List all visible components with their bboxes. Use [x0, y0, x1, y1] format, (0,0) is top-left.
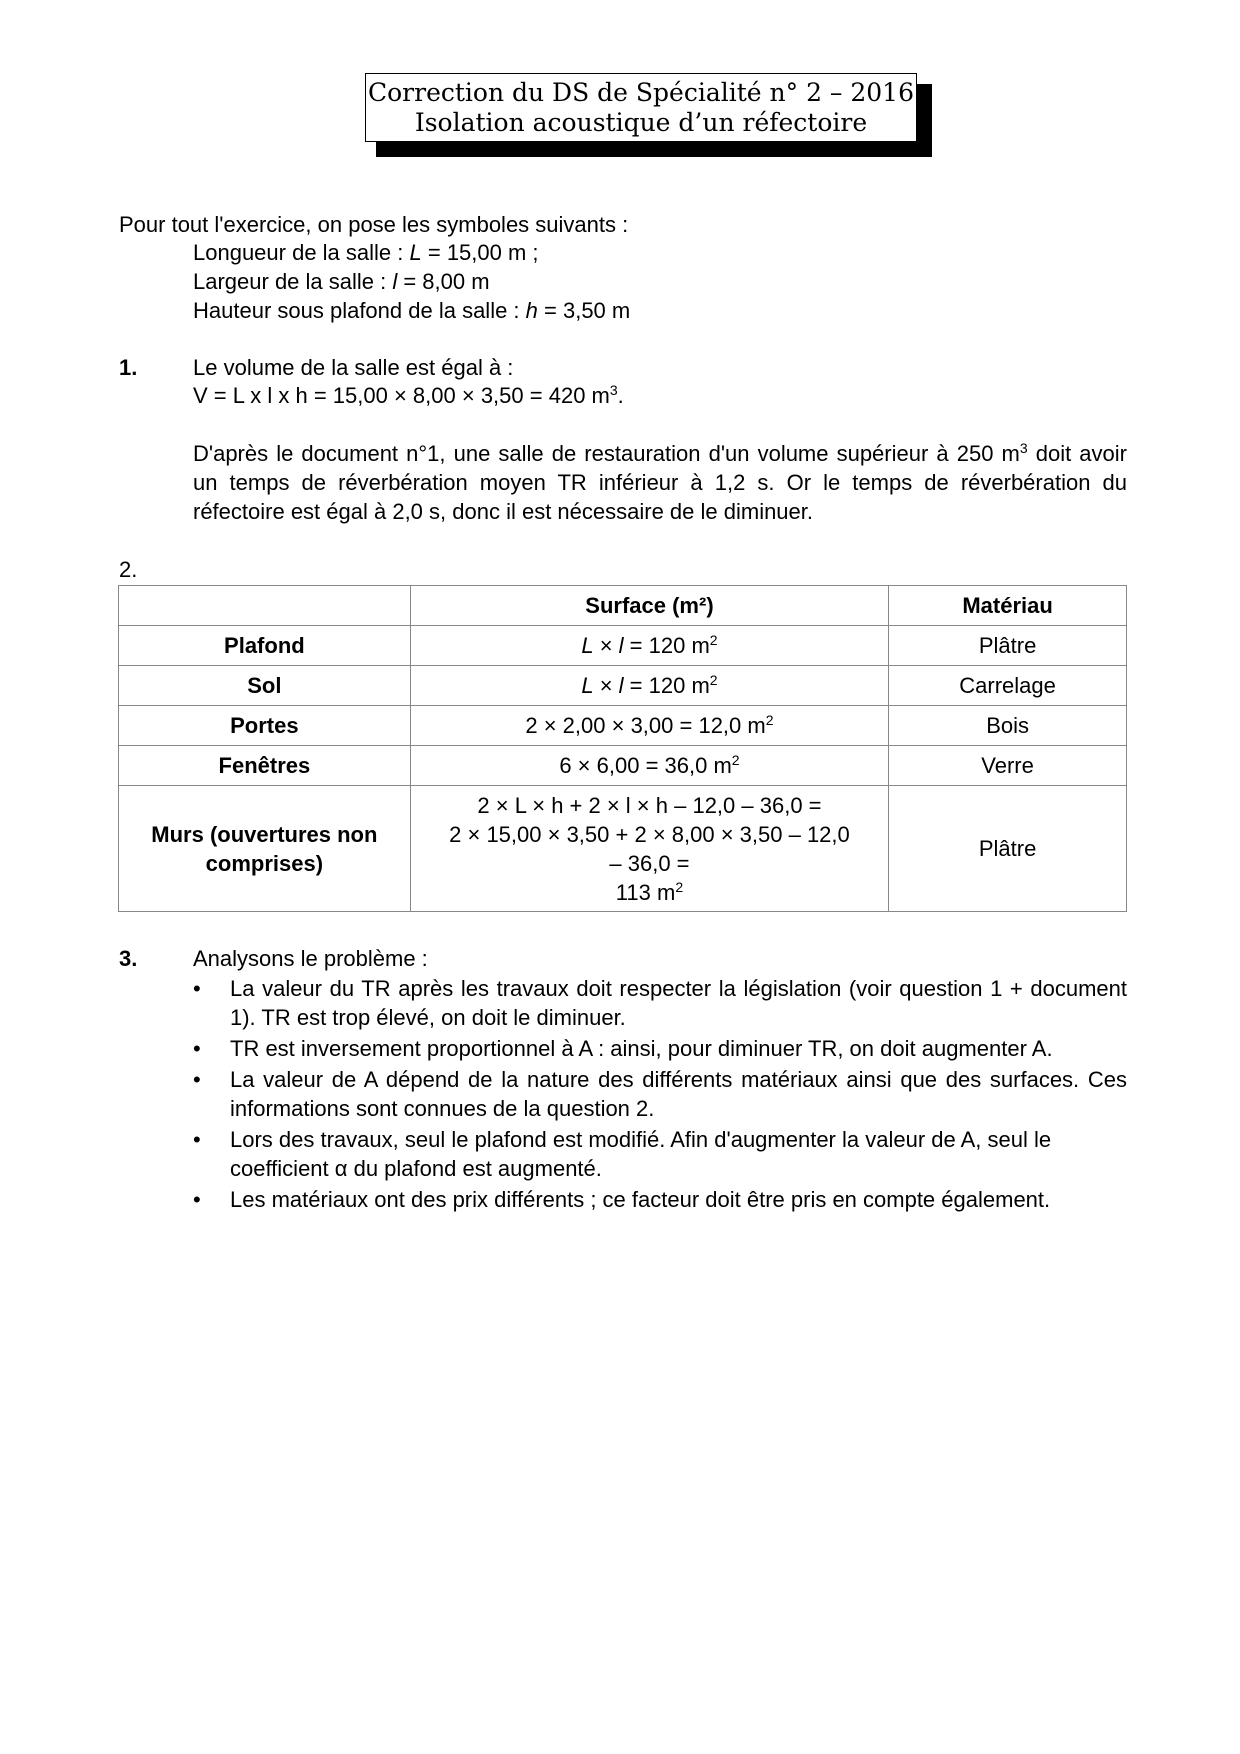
row-surface: 2 × 2,00 × 3,00 = 12,0 $m^2$ — [410, 706, 888, 746]
symbol-length: Longueur de la salle : L = 15,00 m ; — [193, 240, 539, 265]
q1-paragraph: D'après le document n°1, une salle de restauration d'un volume supérieur à 250 $m^3$ doit avoir un temps de réverbération moyen TR inférieur à 1,2 s. Or le temps de réverbération du réfectoire est égal à 2,0 s, donc il est nécessaire de le diminuer. — [193, 440, 1127, 524]
row-material: Plâtre — [889, 786, 1127, 912]
surface-table — [118, 585, 1127, 912]
row-surface: L × l = 120 $m^2$ — [410, 666, 888, 706]
q3-lead: Analysons le problème : — [193, 946, 428, 971]
row-material: Carrelage — [889, 666, 1127, 706]
q3-number: 3. — [119, 946, 138, 971]
q1-number: 1. — [119, 355, 138, 380]
row-name: Portes — [119, 706, 411, 746]
bullet-icon: • — [193, 1067, 201, 1092]
bullet-icon: • — [193, 1127, 201, 1152]
row-material: Bois — [889, 706, 1127, 746]
bullet-icon: • — [193, 1187, 201, 1212]
walls-result: 113 $m^2$ — [615, 878, 684, 905]
row-surface: 6 × 6,00 = 36,0 $m^2$ — [410, 746, 888, 786]
row-name: Fenêtres — [119, 746, 411, 786]
walls-formula-2: 2 × 15,00 × 3,50 + 2 × 8,00 × 3,50 – 12,0 — [449, 821, 850, 847]
title-line-2: Isolation acoustique d’un réfectoire — [414, 108, 868, 137]
analysis-list — [193, 974, 1127, 1216]
walls-formula-1: 2 × L × h + 2 × l × h – 12,0 – 36,0 = — [477, 792, 822, 818]
bullet-icon: • — [193, 976, 201, 1001]
q2-number: 2. — [119, 557, 138, 582]
row-name: Sol — [119, 666, 411, 706]
bullet-icon: • — [193, 1036, 201, 1061]
row-material: Plâtre — [889, 626, 1127, 666]
intro-lead: Pour tout l'exercice, on pose les symboles suivants : — [119, 212, 629, 237]
table-row — [119, 706, 1127, 746]
header-empty — [119, 586, 411, 626]
symbol-height: Hauteur sous plafond de la salle : h = 3,50 m — [193, 298, 631, 323]
list-item: • TR est inversement proportionnel à A : ainsi, pour diminuer TR, on doit augmenter A. — [193, 1036, 1053, 1061]
table-row — [119, 746, 1127, 786]
q1-volume-formula: V = L x l x h = 15,00 × 8,00 × 3,50 = 420 $m^3$. — [193, 382, 624, 408]
table-row — [119, 626, 1127, 666]
q1-line1: Le volume de la salle est égal à : — [193, 355, 514, 380]
list-item: • Les matériaux ont des prix différents ; ce facteur doit être pris en compte également. — [193, 1187, 1051, 1212]
symbol-width: Largeur de la salle : l = 8,00 m — [193, 269, 490, 294]
table-header-row — [119, 586, 1127, 626]
page-title — [365, 73, 917, 142]
row-material: Verre — [889, 746, 1127, 786]
list-item: • La valeur du TR après les travaux doit respecter la législation (voir question 1 + document 1). TR est trop élevé, on doit le diminuer. — [193, 976, 1127, 1030]
table-row — [119, 666, 1127, 706]
header-surface: Surface (m²) — [410, 586, 888, 626]
table-row-walls — [119, 786, 1127, 912]
row-surface — [410, 786, 888, 912]
row-surface: L × l = 120 $m^2$ — [410, 626, 888, 666]
header-material: Matériau — [889, 586, 1127, 626]
row-name: Murs (ouvertures non comprises) — [119, 786, 411, 912]
list-item: • La valeur de A dépend de la nature des différents matériaux ainsi que des surfaces. Ces informations sont connues de la question 2. — [193, 1067, 1127, 1121]
list-item: • Lors des travaux, seul le plafond est modifié. Afin d'augmenter la valeur de A, seul le coefficient α du plafond est augmenté. — [193, 1127, 1052, 1181]
title-line-1: Correction du DS de Spécialité n° 2 – 2016 — [367, 78, 914, 107]
row-name: Plafond — [119, 626, 411, 666]
walls-formula-3: – 36,0 = — [609, 850, 690, 876]
